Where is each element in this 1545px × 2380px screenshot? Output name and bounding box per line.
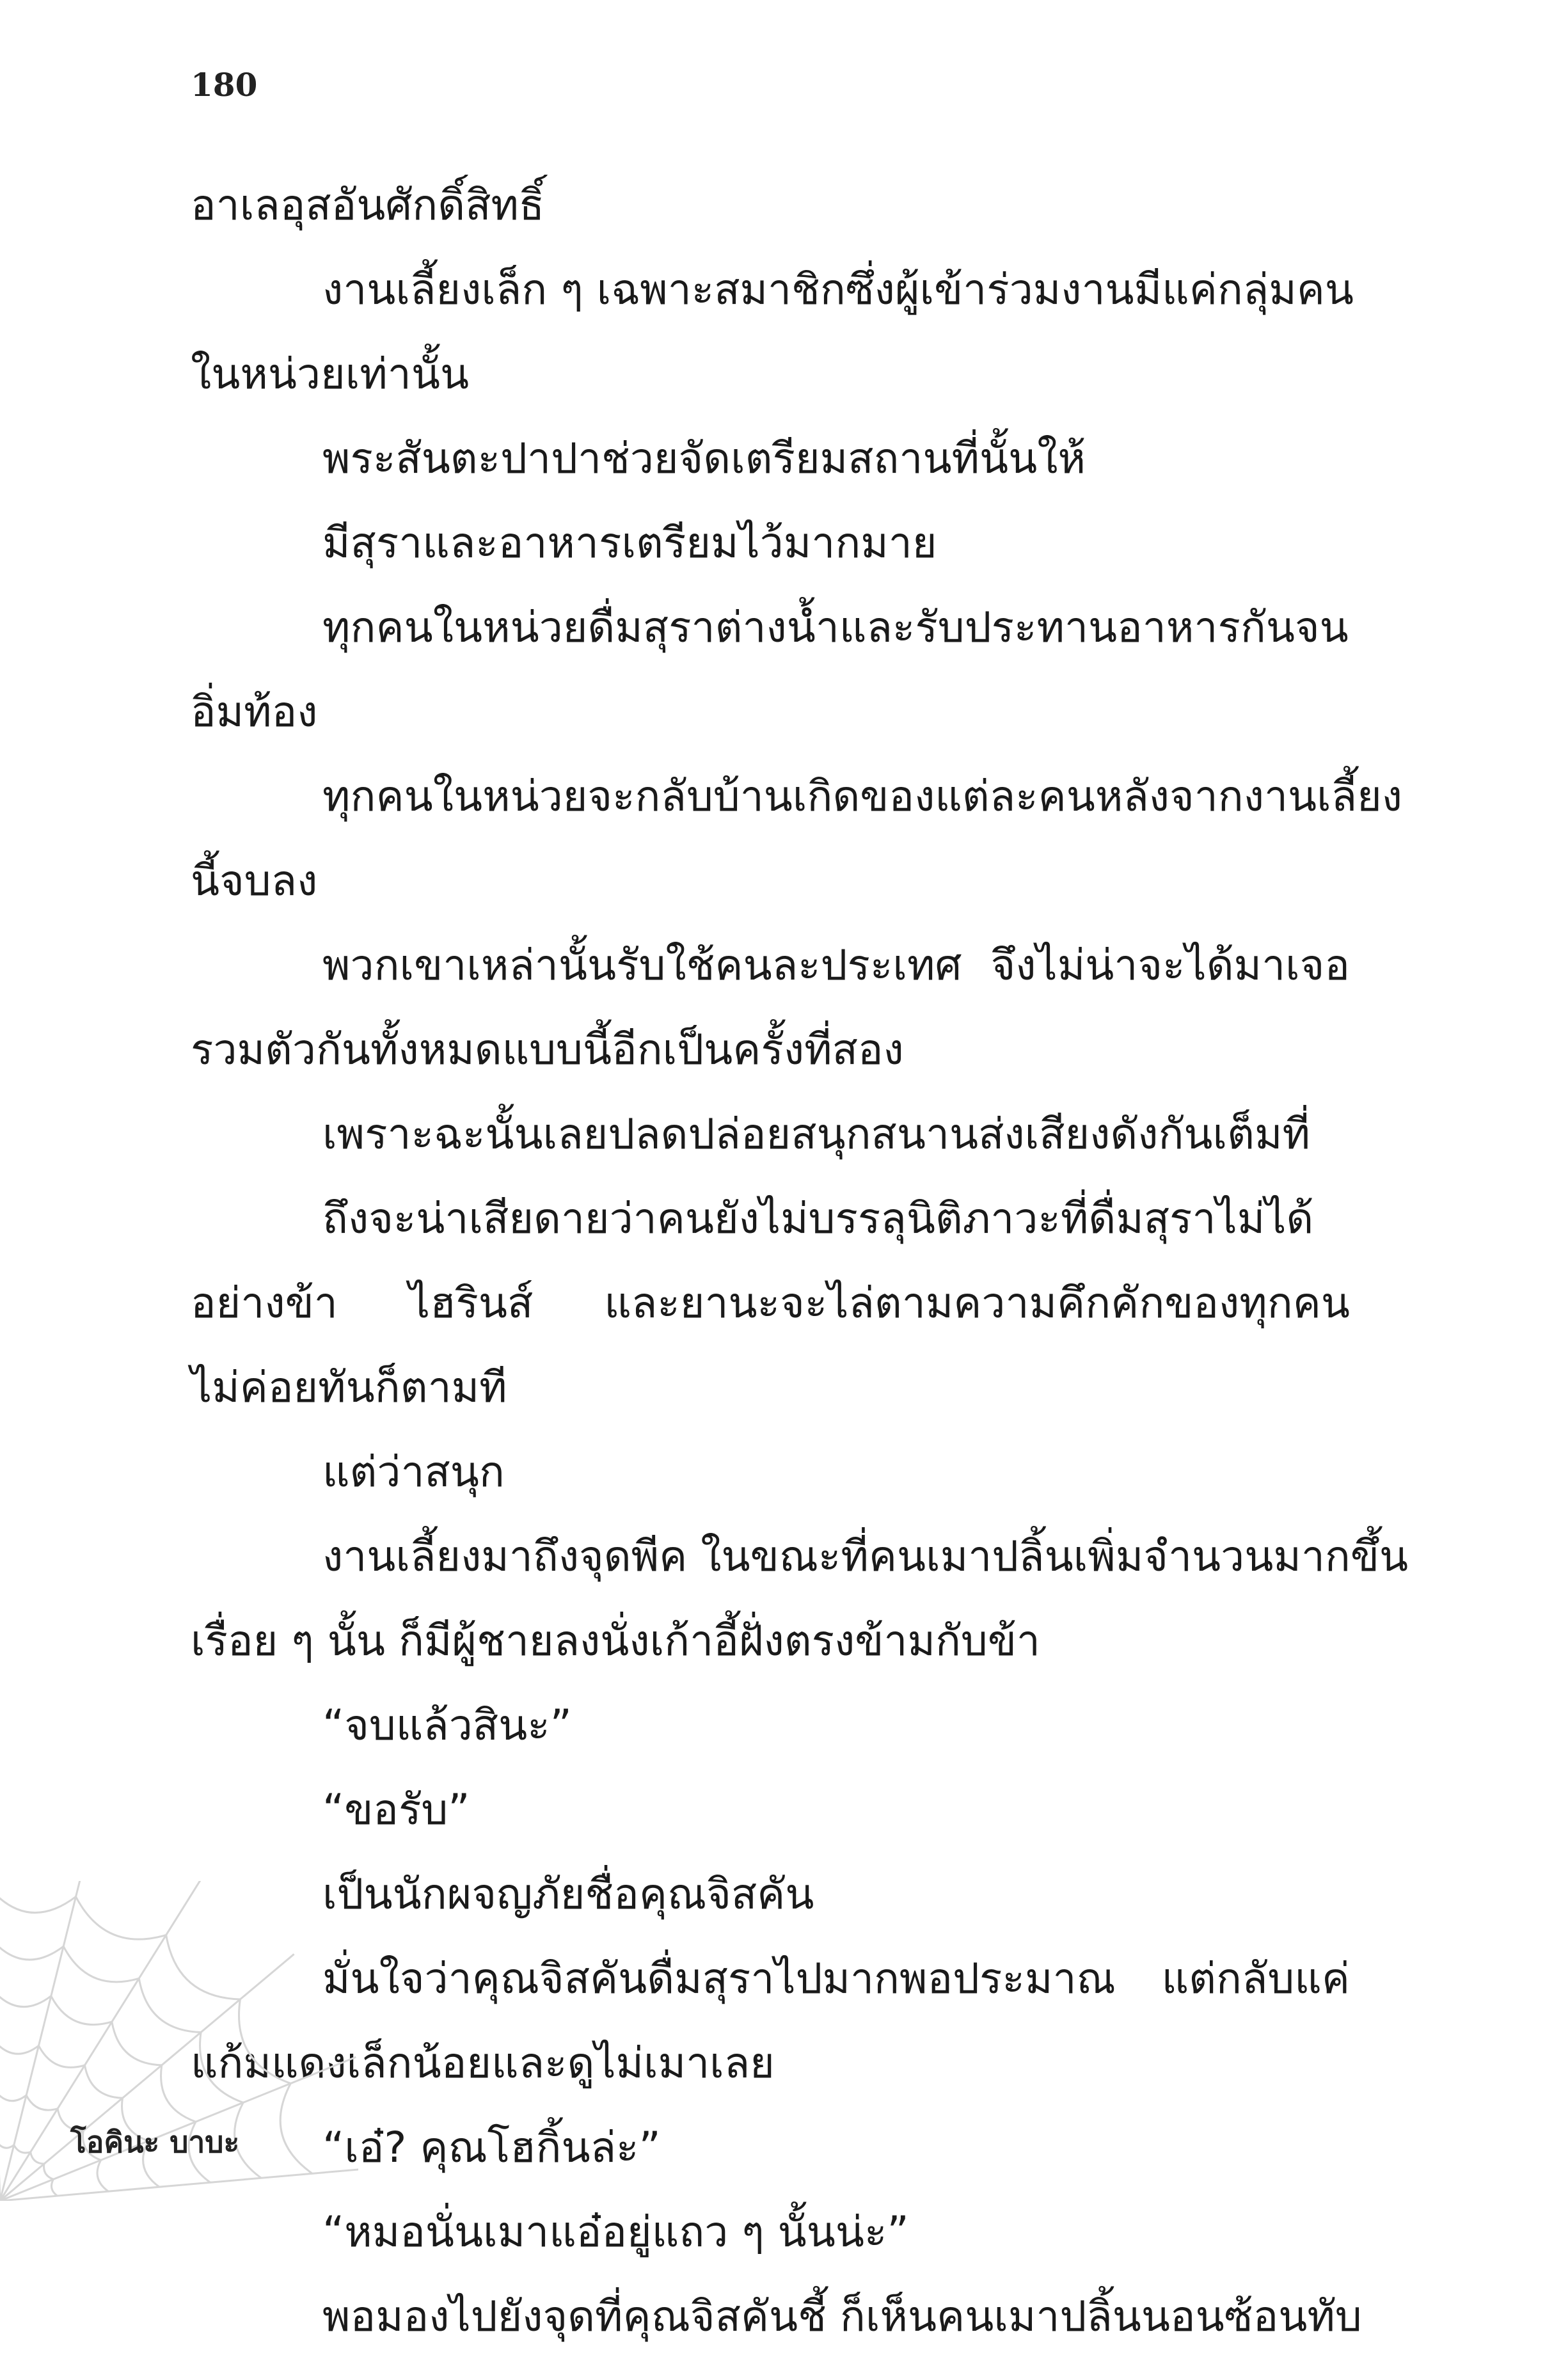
paragraph-line: “จบแล้วสินะ” [322, 1701, 572, 1750]
paragraph-line: เป็นนักผจญภัยชื่อคุณจิสคัน [322, 1869, 814, 1919]
paragraph-line: นี้จบลง [191, 856, 318, 905]
paragraph-line: แก้มแดงเล็กน้อยและดูไม่เมาเลย [191, 2038, 775, 2088]
paragraph-line: มั่นใจว่าคุณจิสคันดื่มสุราไปมากพอประมาณ แต่กลับแค่ [322, 1954, 1350, 2003]
paragraph-line: อาเลอุสอันศักดิ์สิทธิ์ [191, 180, 545, 230]
paragraph-line: ในหน่วยเท่านั้น [191, 349, 470, 399]
paragraph-line: รวมตัวกันทั้งหมดแบบนี้อีกเป็นครั้งที่สอง [191, 1025, 904, 1074]
paragraph-line: เพราะฉะนั้นเลยปลดปล่อยสนุกสนานส่งเสียงดังกันเต็มที่ [322, 1109, 1310, 1159]
paragraph-line: ทุกคนในหน่วยจะกลับบ้านเกิดของแต่ละคนหลังจากงานเลี้ยง [322, 772, 1403, 821]
paragraph-line: “เอ๋? คุณโฮกิ้นล่ะ” [322, 2123, 661, 2172]
paragraph-line: พวกเขาเหล่านั้นรับใช้คนละประเทศ จึงไม่น่าจะได้มาเจอ [322, 940, 1350, 990]
paragraph-line: พระสันตะปาปาช่วยจัดเตรียมสถานที่นั้นให้ [322, 434, 1086, 483]
paragraph-line: “ขอรับ” [322, 1785, 470, 1834]
body-text [191, 180, 1409, 2380]
paragraph-line: ไม่ค่อยทันก็ตามที [191, 1363, 507, 1412]
paragraph-line: อย่างข้า ไฮรินส์ และยานะจะไล่ตามความคึกคักของทุกคน [191, 1278, 1350, 1328]
paragraph-line: “หมอนั่นเมาแอ๋อยู่แถว ๆ นั้นน่ะ” [322, 2207, 909, 2257]
paragraph-line: งานเลี้ยงเล็ก ๆ เฉพาะสมาชิกซึ่งผู้เข้าร่วมงานมีแค่กลุ่มคน [322, 265, 1354, 314]
paragraph-line: ทุกคนในหน่วยดื่มสุราต่างน้ำและรับประทานอาหารกันจน [322, 603, 1349, 652]
paragraph-line: พอมองไปยังจุดที่คุณจิสคันชี้ ก็เห็นคนเมาปลิ้นนอนซ้อนทับ [322, 2292, 1362, 2341]
paragraph-line: อิ่มท้อง [191, 687, 318, 736]
paragraph-line: แต่ว่าสนุก [322, 1447, 505, 1496]
paragraph-line: งานเลี้ยงมาถึงจุดพีค ในขณะที่คนเมาปลิ้นเพิ่มจำนวนมากขึ้น [322, 1532, 1409, 1581]
footer-author: โอคินะ บาบะ [70, 2125, 240, 2159]
paragraph-line: ถึงจะน่าเสียดายว่าคนยังไม่บรรลุนิติภาวะที่ดื่มสุราไม่ได้ [322, 1194, 1314, 1243]
paragraph-line: มีสุราและอาหารเตรียมไว้มากมาย [322, 518, 937, 567]
paragraph-line: เรื่อย ๆ นั้น ก็มีผู้ชายลงนั่งเก้าอี้ฝั่งตรงข้ามกับข้า [191, 1616, 1040, 1665]
page-number: 180 [191, 66, 258, 104]
